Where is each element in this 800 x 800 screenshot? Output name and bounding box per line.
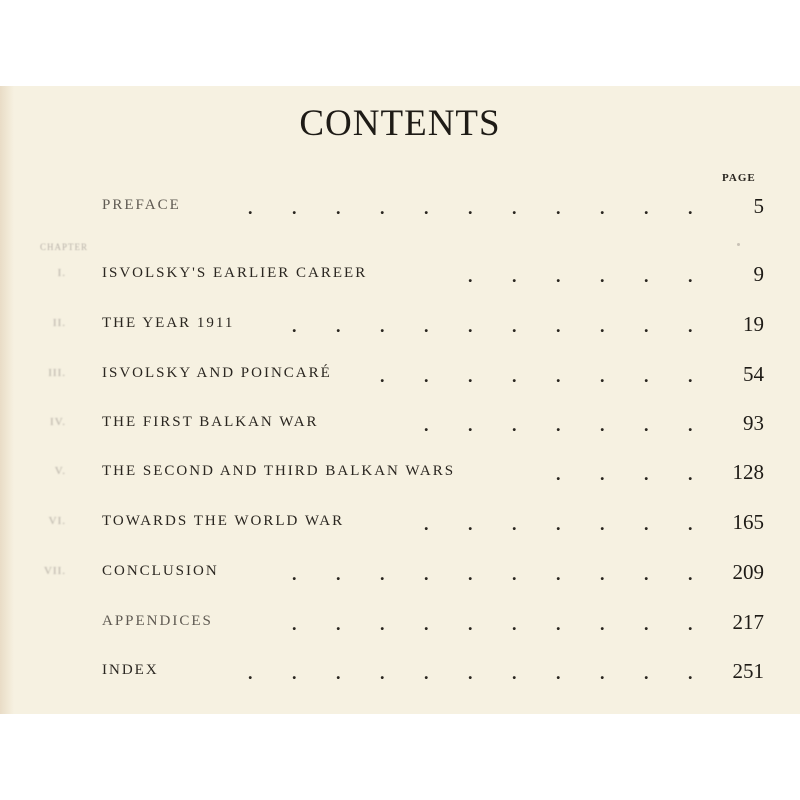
chapter-title: ISVOLSKY'S EARLIER CAREER bbox=[102, 265, 368, 281]
paper-speck bbox=[737, 243, 740, 246]
chapter-title: INDEX bbox=[102, 662, 159, 678]
toc-entry-index bbox=[0, 657, 800, 687]
page-number: 54 bbox=[743, 362, 764, 386]
chapter-title: APPENDICES bbox=[102, 613, 213, 629]
dot-leaders: . . . . . . . . . . . bbox=[248, 663, 710, 683]
chapter-title: THE YEAR 1911 bbox=[102, 315, 235, 331]
toc-entry-chapter-4 bbox=[0, 409, 800, 439]
page-number: 209 bbox=[732, 560, 764, 584]
page-number: 251 bbox=[732, 659, 764, 683]
chapter-title: CONCLUSION bbox=[102, 563, 219, 579]
toc-entry-chapter-1 bbox=[0, 260, 800, 290]
dot-leaders: . . . . bbox=[556, 464, 710, 484]
dot-leaders: . . . . . . . . bbox=[380, 366, 710, 386]
dot-leaders: . . . . . . . . . . . bbox=[248, 198, 710, 218]
chapter-numeral: VI. bbox=[48, 515, 66, 527]
chapter-title: THE SECOND AND THIRD BALKAN WARS bbox=[102, 463, 456, 479]
page-column-label: PAGE bbox=[722, 172, 756, 184]
page-number: 217 bbox=[732, 610, 764, 634]
chapter-title: THE FIRST BALKAN WAR bbox=[102, 414, 319, 430]
toc-entry-chapter-2 bbox=[0, 310, 800, 340]
chapter-column-label: CHAPTER bbox=[40, 242, 89, 252]
page-number: 128 bbox=[732, 460, 764, 484]
toc-entry-appendices bbox=[0, 608, 800, 638]
chapter-numeral: VII. bbox=[43, 565, 66, 577]
toc-entry-chapter-3 bbox=[0, 360, 800, 390]
toc-entry-chapter-5 bbox=[0, 458, 800, 488]
chapter-numeral: IV. bbox=[50, 416, 66, 428]
dot-leaders: . . . . . . . bbox=[424, 514, 710, 534]
page-number: 165 bbox=[732, 510, 764, 534]
chapter-numeral: III. bbox=[48, 367, 66, 379]
dot-leaders: . . . . . . bbox=[468, 266, 710, 286]
chapter-numeral: V. bbox=[54, 465, 66, 477]
chapter-numeral: II. bbox=[52, 317, 66, 329]
page-number: 93 bbox=[743, 411, 764, 435]
page-number: 9 bbox=[753, 262, 764, 286]
toc-entry-preface bbox=[0, 192, 800, 222]
dot-leaders: . . . . . . . . . . bbox=[292, 316, 710, 336]
book-page bbox=[0, 86, 800, 714]
toc-entry-chapter-6 bbox=[0, 508, 800, 538]
dot-leaders: . . . . . . . bbox=[424, 415, 710, 435]
dot-leaders: . . . . . . . . . . bbox=[292, 564, 710, 584]
page-number: 5 bbox=[753, 194, 764, 218]
page-title: CONTENTS bbox=[299, 103, 501, 144]
dot-leaders: . . . . . . . . . . bbox=[292, 614, 710, 634]
toc-entry-chapter-7 bbox=[0, 558, 800, 588]
chapter-numeral: I. bbox=[57, 267, 66, 279]
chapter-title: TOWARDS THE WORLD WAR bbox=[102, 513, 345, 529]
chapter-title: PREFACE bbox=[102, 197, 181, 213]
page-number: 19 bbox=[743, 312, 764, 336]
chapter-title: ISVOLSKY AND POINCARÉ bbox=[102, 365, 332, 381]
